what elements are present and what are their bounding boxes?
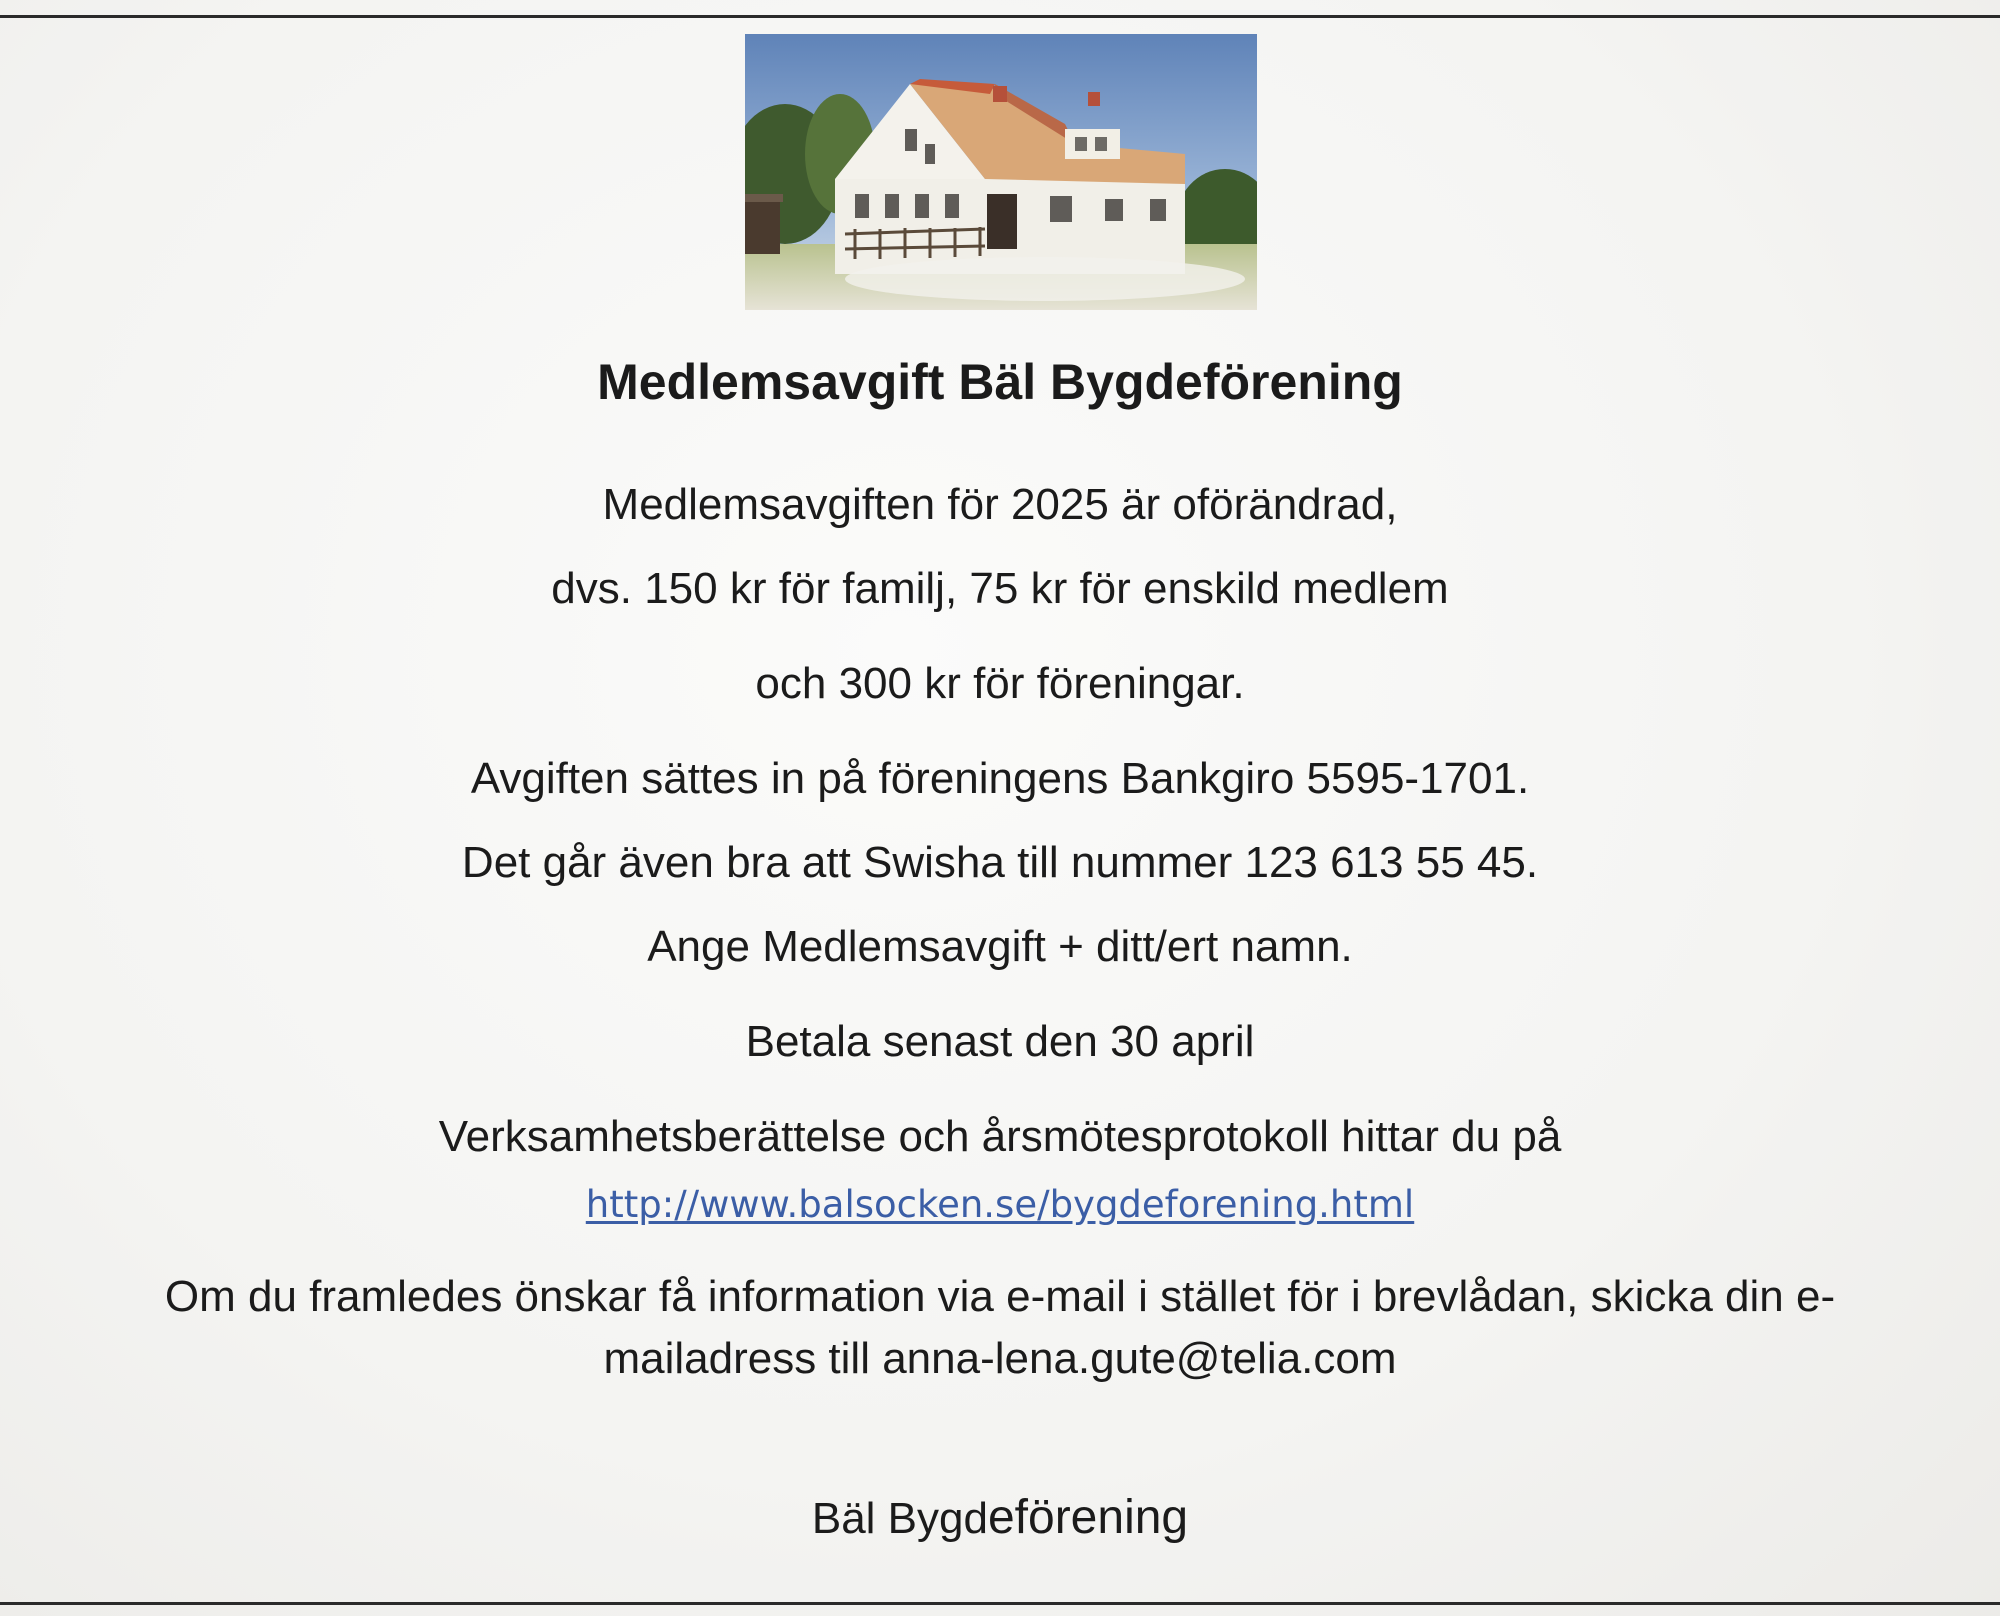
signature <box>0 1490 2000 1545</box>
swish-line: Det går även bra att Swisha till nummer 123 613 55 45. <box>461 838 1539 887</box>
top-rule <box>0 15 2000 18</box>
fee-line-3: och 300 kr för föreningar. <box>755 659 1245 708</box>
signature-part-2: eförening <box>987 1491 1189 1544</box>
bottom-rule <box>0 1602 2000 1605</box>
email-notice-line-1: Om du framledes önskar få information via e-mail i stället för i brevlådan, skicka din e- <box>164 1272 1836 1321</box>
website-link[interactable]: http://www.balsocken.se/bygdeforening.html <box>585 1183 1415 1226</box>
community-house-photo <box>745 34 1257 310</box>
deadline-line: Betala senast den 30 april <box>745 1017 1255 1066</box>
bankgiro-line: Avgiften sättes in på föreningens Bankgiro 5595-1701. <box>470 754 1530 803</box>
reports-line: Verksamhetsberättelse och årsmötesprotokoll hittar du på <box>438 1112 1562 1161</box>
email-notice-line-2: mailadress till anna-lena.gute@telia.com <box>603 1334 1397 1383</box>
fee-line-2: dvs. 150 kr för familj, 75 kr för enskild medlem <box>551 564 1449 613</box>
reference-line: Ange Medlemsavgift + ditt/ert namn. <box>647 922 1353 971</box>
document-title: Medlemsavgift Bäl Bygdeförening <box>597 354 1403 410</box>
fee-line-1: Medlemsavgiften för 2025 är oförändrad, <box>602 480 1398 529</box>
signature-part-1: Bäl Bygd <box>811 1494 988 1543</box>
website-link-row <box>0 1178 2000 1229</box>
